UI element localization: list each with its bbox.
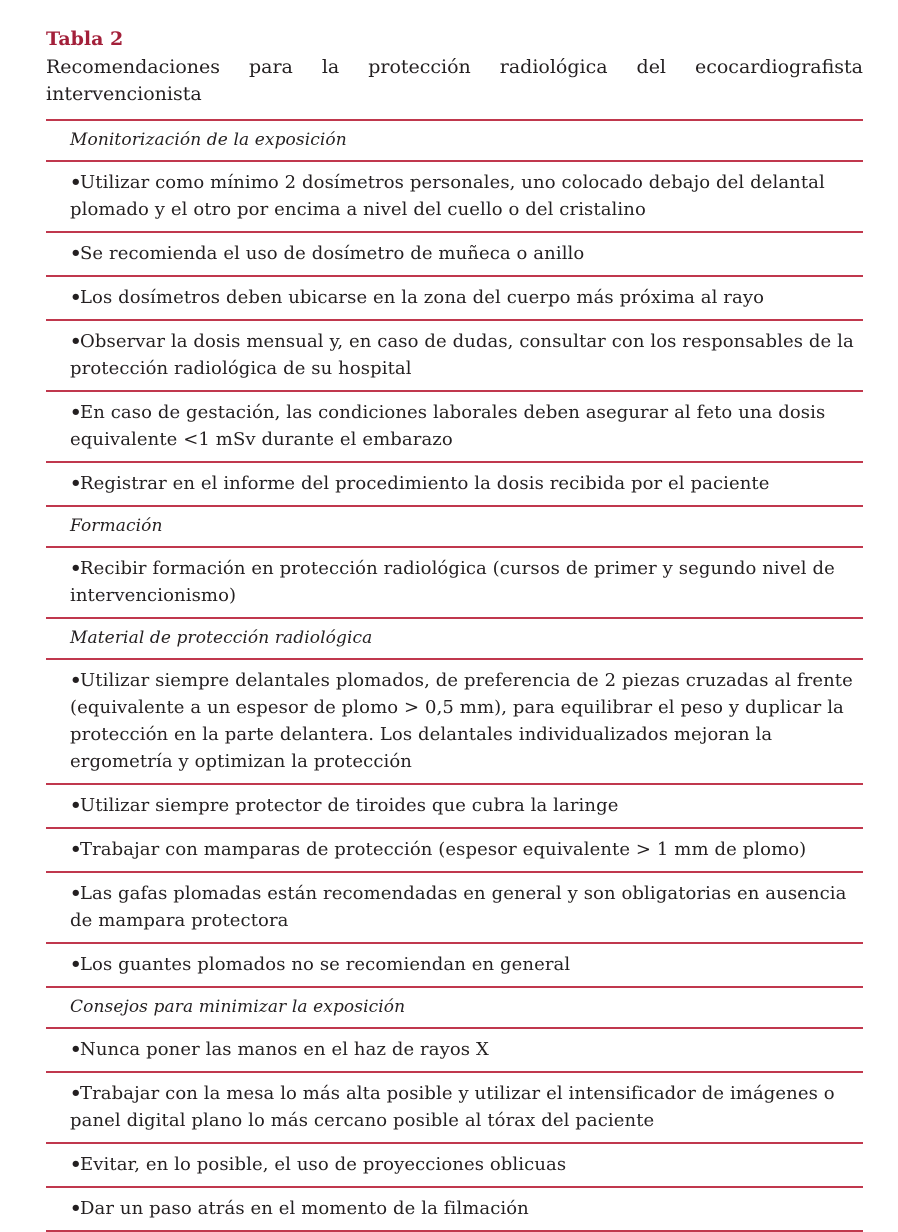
bullet-icon: • <box>70 243 82 264</box>
table-row <box>46 1073 863 1144</box>
recommendations-table <box>46 119 863 1232</box>
table-row <box>46 1144 863 1188</box>
row-text: Los guantes plomados no se recomiendan en general <box>80 954 571 975</box>
row-text: Trabajar con la mesa lo más alta posible y utilizar el intensificador de imágenes o panel digital plano lo más cercano posible al tórax del paciente <box>70 1083 835 1131</box>
bullet-icon: • <box>70 1198 82 1219</box>
bullet-icon: • <box>70 172 82 193</box>
bullet-icon: • <box>70 287 82 308</box>
bullet-icon: • <box>70 473 82 494</box>
table-row <box>46 233 863 277</box>
bullet-icon: • <box>70 954 82 975</box>
table-row <box>46 829 863 873</box>
bullet-icon: • <box>70 402 82 423</box>
table-title: Tabla 2 <box>46 28 124 50</box>
bullet-icon: • <box>70 883 82 904</box>
row-text: Trabajar con mamparas de protección (espesor equivalente > 1 mm de plomo) <box>80 839 807 860</box>
table-caption <box>46 54 863 108</box>
table-row <box>46 1188 863 1232</box>
bullet-icon: • <box>70 1083 82 1104</box>
table-row <box>46 392 863 463</box>
row-text: Evitar, en lo posible, el uso de proyecciones oblicuas <box>80 1154 567 1175</box>
table-row <box>46 321 863 392</box>
row-text: Se recomienda el uso de dosímetro de muñeca o anillo <box>80 243 585 264</box>
bullet-icon: • <box>70 1039 82 1060</box>
row-text: Las gafas plomadas están recomendadas en general y son obligatorias en ausencia de mampara protectora <box>70 883 847 931</box>
row-text: Utilizar como mínimo 2 dosímetros personales, uno colocado debajo del delantal plomado y el otro por encima a nivel del cuello o del cristalino <box>70 172 825 220</box>
section-heading: Consejos para minimizar la exposición <box>46 988 863 1029</box>
table-row <box>46 785 863 829</box>
row-text: Recibir formación en protección radiológica (cursos de primer y segundo nivel de intervencionismo) <box>70 558 835 606</box>
row-text: En caso de gestación, las condiciones laborales deben asegurar al feto una dosis equivalente <1 mSv durante el embarazo <box>70 402 826 450</box>
row-text: Nunca poner las manos en el haz de rayos X <box>80 1039 489 1060</box>
section-heading: Formación <box>46 507 863 548</box>
row-text: Registrar en el informe del procedimiento la dosis recibida por el paciente <box>80 473 770 494</box>
table-row <box>46 548 863 619</box>
table-row <box>46 944 863 988</box>
row-text: Observar la dosis mensual y, en caso de dudas, consultar con los responsables de la protección radiológica de su hospital <box>70 331 854 379</box>
bullet-icon: • <box>70 331 82 352</box>
table-container <box>46 26 863 1232</box>
table-row <box>46 1029 863 1073</box>
table-caption-line-1: Recomendaciones para la protección radiológica del ecocardiografista <box>46 56 863 78</box>
table-row <box>46 873 863 944</box>
table-row <box>46 463 863 507</box>
row-text: Dar un paso atrás en el momento de la filmación <box>80 1198 529 1219</box>
bullet-icon: • <box>70 839 82 860</box>
section-heading: Monitorización de la exposición <box>46 121 863 162</box>
bullet-icon: • <box>70 558 82 579</box>
table-row <box>46 162 863 233</box>
bullet-icon: • <box>70 795 82 816</box>
table-row <box>46 660 863 785</box>
table-row <box>46 277 863 321</box>
bullet-icon: • <box>70 1154 82 1175</box>
row-text: Los dosímetros deben ubicarse en la zona del cuerpo más próxima al rayo <box>80 287 765 308</box>
row-text: Utilizar siempre protector de tiroides que cubra la laringe <box>80 795 619 816</box>
table-caption-line-2: intervencionista <box>46 83 202 105</box>
row-text: Utilizar siempre delantales plomados, de preferencia de 2 piezas cruzadas al frente (equivalente a un espesor de plomo > 0,5 mm), para equilibrar el peso y duplicar la protección en la parte delantera. Los delantales individualizados mejoran la ergometría y optimizan la protección <box>70 670 853 772</box>
bullet-icon: • <box>70 670 82 691</box>
section-heading: Material de protección radiológica <box>46 619 863 660</box>
